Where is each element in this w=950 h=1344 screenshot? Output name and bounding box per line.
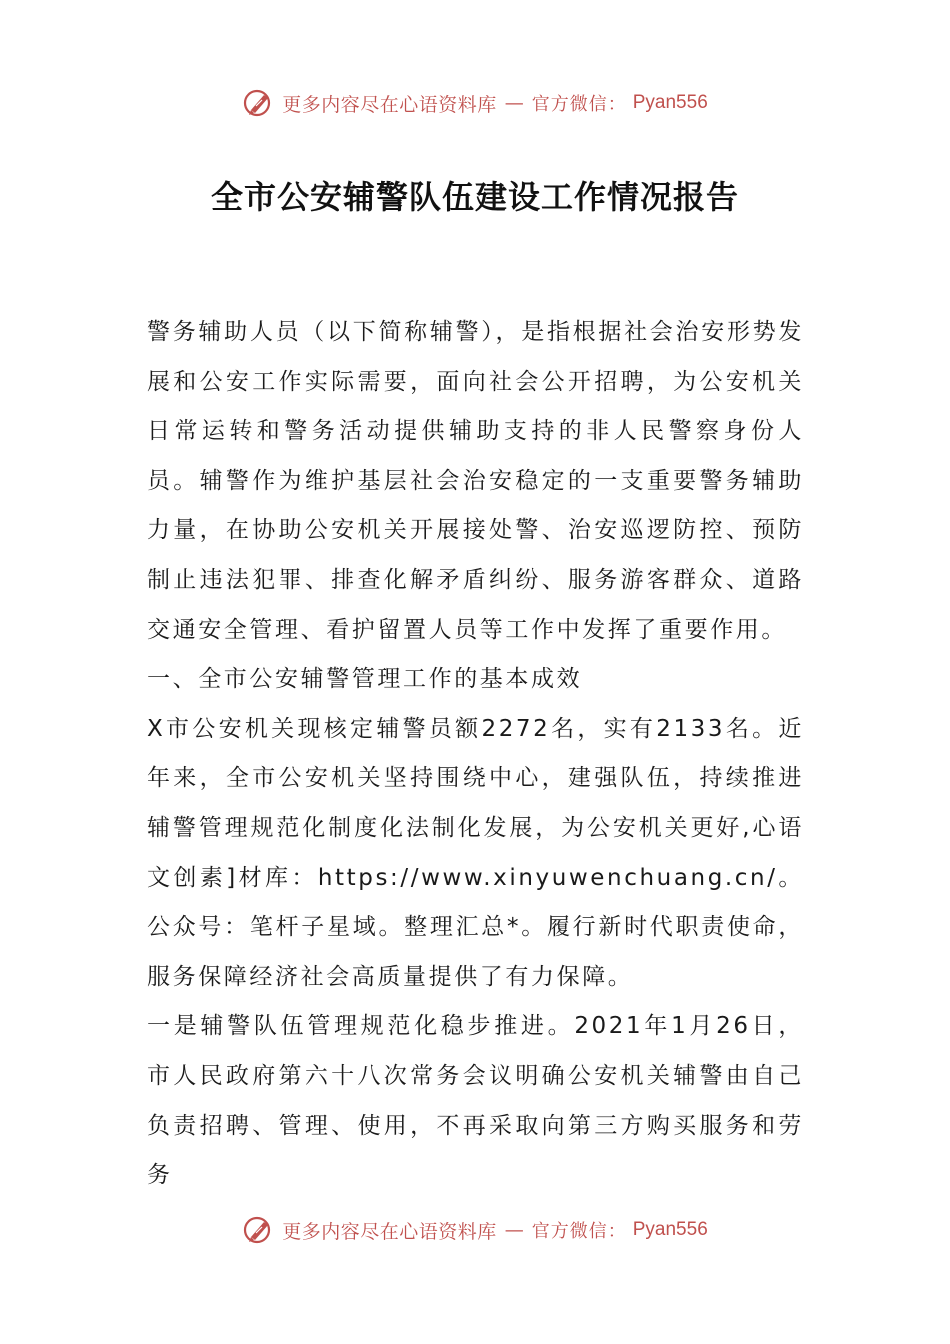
- pen-nib-logo-icon: [242, 1213, 276, 1247]
- body-paragraph-intro: 警务辅助人员（以下简称辅警），是指根据社会治安形势发展和公安工作实际需要，面向社会公开招聘，为公安机关日常运转和警务活动提供辅助支持的非人民警察身份人员。辅警作为维护基层社会治安稳定的一支重要警务辅助力量，在协助公安机关开展接处警、治安巡逻防控、预防制止违法犯罪、排查化解矛盾纠纷、服务游客群众、道路交通安全管理、看护留置人员等工作中发挥了重要作用。: [147, 319, 804, 643]
- watermark-wechat-label: 官方微信：: [531, 94, 627, 115]
- header-watermark: [0, 83, 950, 123]
- footer-watermark: [0, 1210, 950, 1250]
- document-title: 全市公安辅警队伍建设工作情况报告: [210, 178, 739, 216]
- pen-nib-logo-icon: [242, 86, 276, 120]
- watermark-text: 更多内容尽在心语资料库: [282, 1220, 497, 1243]
- watermark-text: 更多内容尽在心语资料库: [282, 93, 497, 116]
- body-paragraph-point-one: 一是辅警队伍管理规范化稳步推进。2021年1月26日，市人民政府第六十八次常务会议明确公安机关辅警由自己负责招聘、管理、使用，不再采取向第三方购买服务和劳务: [147, 1013, 804, 1189]
- watermark-wechat-id: Pyan556: [632, 92, 708, 113]
- body-paragraph-overview: X市公安机关现核定辅警员额2272名，实有2133名。近年来，全市公安机关坚持围绕中心，建强队伍，持续推进辅警管理规范化制度化法制化发展，为公安机关更好,心语文创素]材库：https://www.xinyuwenchuang.cn/。公众号：笔杆子星域。整理汇总*。履行新时代职责使命，服务保障经济社会高质量提供了有力保障。: [147, 715, 804, 990]
- watermark-wechat-label: 官方微信：: [531, 1221, 627, 1242]
- watermark-wechat-id: Pyan556: [632, 1219, 708, 1240]
- watermark-dash: —: [504, 1219, 524, 1241]
- section-heading: 一、全市公安辅警管理工作的基本成效: [147, 666, 583, 693]
- document-body: [147, 308, 804, 1201]
- watermark-dash: —: [504, 92, 524, 114]
